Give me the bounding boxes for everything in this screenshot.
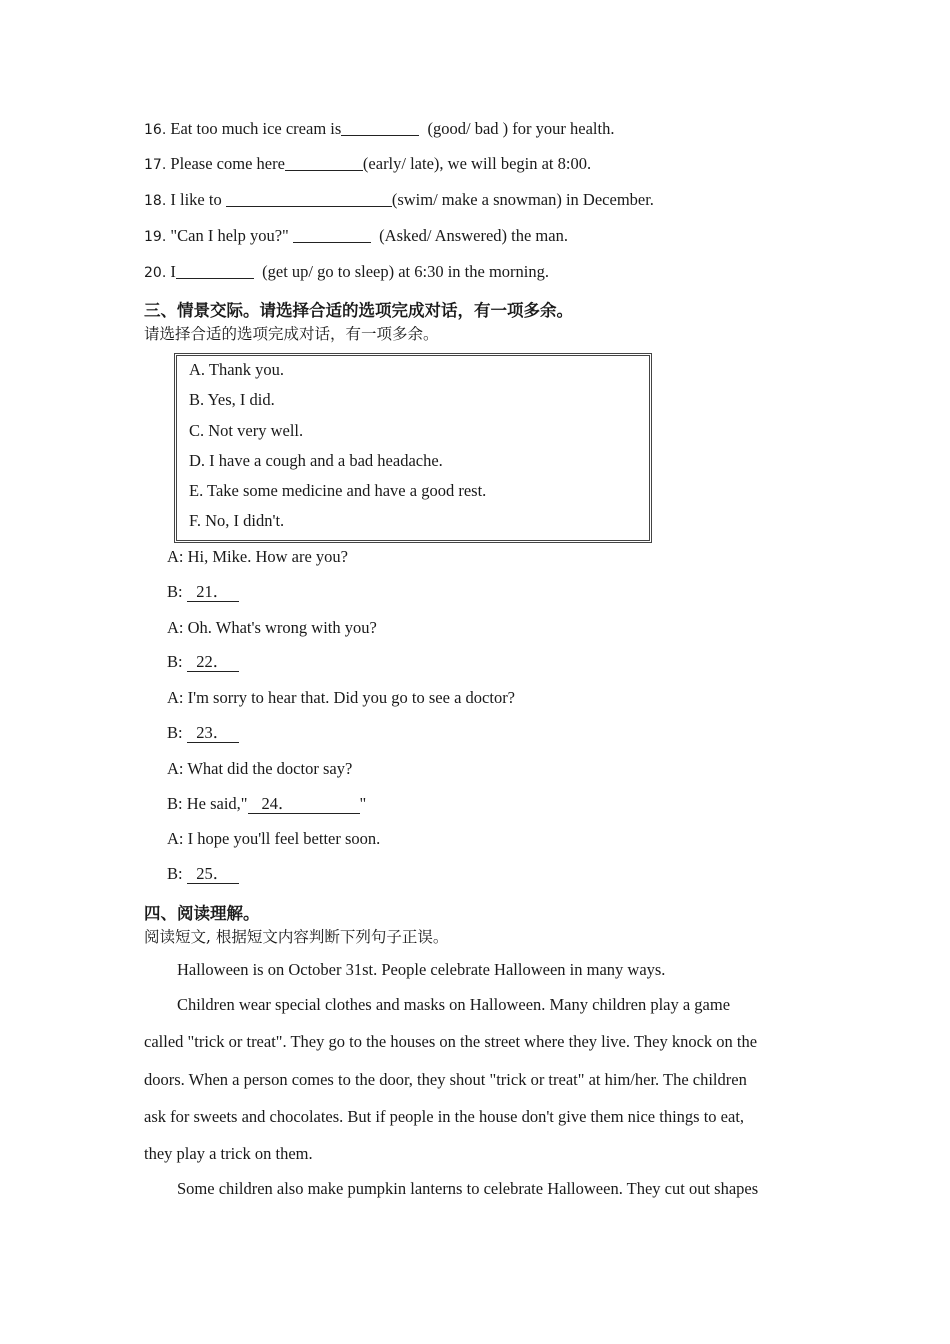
dialogue-text: A: What did the doctor say?	[167, 759, 353, 778]
option-e: E. Take some medicine and have a good rest.	[189, 481, 487, 500]
question-17	[144, 154, 591, 175]
question-20	[144, 262, 549, 283]
answer-blank[interactable]	[293, 226, 371, 243]
question-number: 17.	[144, 157, 167, 173]
dialogue-line	[167, 864, 239, 884]
question-text: I	[170, 262, 176, 281]
question-text: Eat too much ice cream is	[170, 119, 342, 138]
passage-line: Children wear special clothes and masks on Halloween. Many children play a game	[177, 995, 731, 1014]
question-number: 16.	[144, 122, 167, 138]
option-a: A. Thank you.	[189, 360, 285, 379]
passage-line: they play a trick on them.	[144, 1144, 313, 1163]
section-3-instruction: 请选择合适的选项完成对话，有一项多余。	[144, 325, 439, 343]
question-number: 20.	[144, 265, 167, 281]
answer-blank-23[interactable]: 23．	[187, 724, 239, 743]
option-c: C. Not very well.	[189, 421, 304, 440]
section-3-heading: 三、情景交际。请选择合适的选项完成对话，有一项多余。	[144, 301, 573, 320]
dialogue-text: A: I hope you'll feel better soon.	[167, 829, 381, 848]
dialogue-text: A: I'm sorry to hear that. Did you go to see a doctor?	[167, 688, 516, 707]
dialogue-line	[167, 652, 239, 672]
question-text: Please come here	[170, 154, 285, 173]
answer-blank-24[interactable]: 24．	[248, 795, 360, 814]
question-text: "Can I help you?"	[170, 226, 293, 245]
section-4-heading: 四、阅读理解。	[144, 904, 260, 923]
answer-blank[interactable]	[341, 119, 419, 136]
question-text-after: (Asked/ Answered) the man.	[370, 226, 568, 245]
options-box	[174, 353, 652, 543]
answer-blank[interactable]	[176, 262, 254, 279]
passage-line: doors. When a person comes to the door, they shout "trick or treat" at him/her. The children	[144, 1070, 747, 1089]
dialogue-text: B:	[167, 723, 187, 742]
option-b: B. Yes, I did.	[189, 390, 275, 409]
passage-line: Halloween is on October 31st. People celebrate Halloween in many ways.	[177, 960, 666, 979]
passage-line: ask for sweets and chocolates. But if people in the house don't give them nice things to eat,	[144, 1107, 745, 1126]
question-number: 19.	[144, 229, 167, 245]
dialogue-line	[167, 688, 515, 708]
question-18	[144, 190, 654, 211]
option-d: D. I have a cough and a bad headache.	[189, 451, 443, 470]
answer-blank-21[interactable]: 21．	[187, 583, 239, 602]
dialogue-text: B:	[167, 582, 187, 601]
answer-blank[interactable]	[285, 154, 363, 171]
dialogue-text: A: Hi, Mike. How are you?	[167, 547, 349, 566]
answer-blank[interactable]	[226, 190, 392, 207]
question-number: 18.	[144, 193, 167, 209]
dialogue-line	[167, 759, 352, 779]
dialogue-line	[167, 547, 348, 567]
answer-blank-25[interactable]: 25．	[187, 865, 239, 884]
question-text-after: (swim/ make a snowman) in December.	[391, 190, 654, 209]
dialogue-text: B: He said,"	[167, 794, 248, 813]
dialogue-text: B:	[167, 652, 187, 671]
question-text-after: (early/ late), we will begin at 8:00.	[362, 154, 592, 173]
dialogue-line	[167, 618, 377, 638]
passage-line: Some children also make pumpkin lanterns to celebrate Halloween. They cut out shapes	[177, 1179, 759, 1198]
dialogue-line	[167, 582, 239, 602]
dialogue-line	[167, 794, 366, 814]
dialogue-line	[167, 829, 380, 849]
question-19	[144, 226, 568, 247]
dialogue-text-after: "	[359, 794, 367, 813]
option-f: F. No, I didn't.	[189, 511, 285, 530]
question-text-after: (good/ bad ) for your health.	[419, 119, 615, 138]
passage-line: called "trick or treat". They go to the houses on the street where they live. They knock on the	[144, 1032, 758, 1051]
dialogue-line	[167, 723, 239, 743]
section-4-instruction: 阅读短文, 根据短文内容判断下列句子正误。	[144, 928, 449, 946]
question-text: I like to	[170, 190, 226, 209]
answer-blank-22[interactable]: 22．	[187, 653, 239, 672]
question-text-after: (get up/ go to sleep) at 6:30 in the morning.	[253, 262, 550, 281]
dialogue-text: B:	[167, 864, 187, 883]
dialogue-text: A: Oh. What's wrong with you?	[167, 618, 377, 637]
question-16	[144, 119, 614, 140]
